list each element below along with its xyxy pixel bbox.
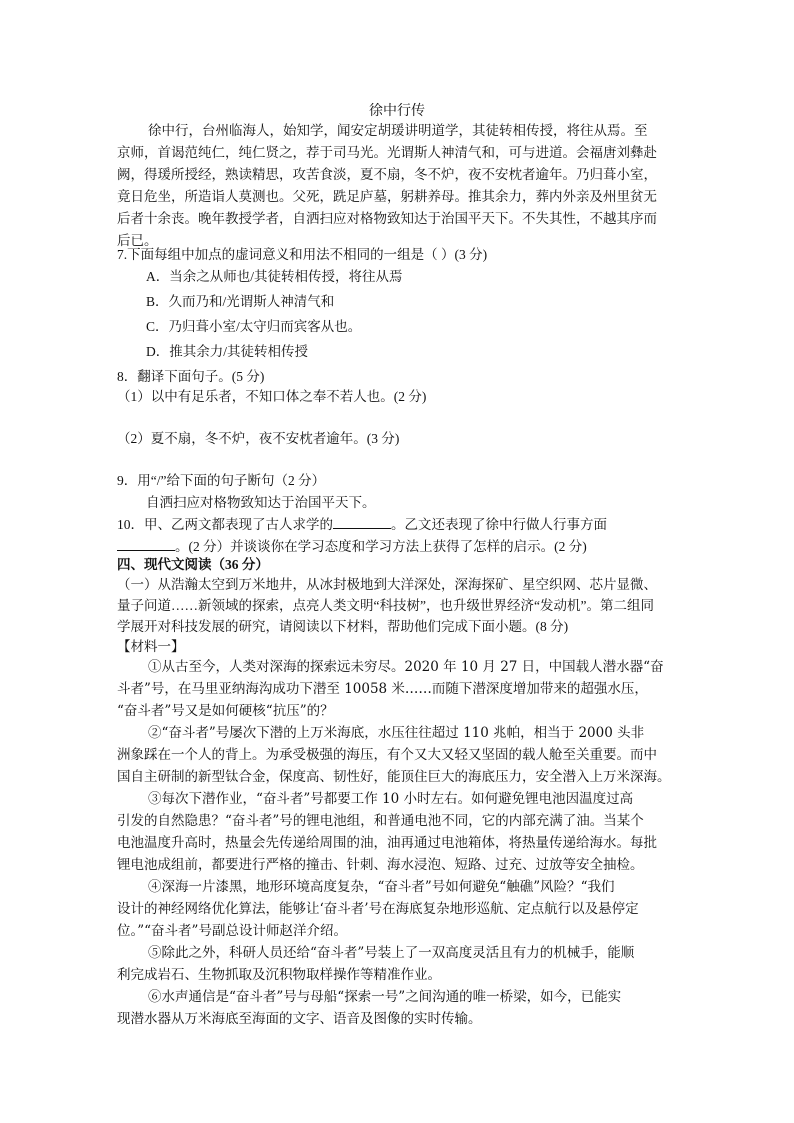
question-7-option-d: D．推其余力/其徒转相传授 <box>146 344 308 359</box>
material-paragraph-line: 引发的自然隐患？“奋斗者”号的锂电池组，和普通电池不同，它的内部充满了油。当某个 <box>117 813 644 829</box>
passage-line: 京师，首谒范纯仁，纯仁贤之，荐于司马光。光谓斯人神清气和，可与进道。会福唐刘彝赴 <box>117 145 657 161</box>
material-paragraph-line: ⑥水声通信是“奋斗者”号与母船“探索一号”之间沟通的唯一桥梁，如今，已能实 <box>148 989 622 1005</box>
passage-line: 徐中行，台州临海人，始知学，闻安定胡瑗讲明道学，其徒转相传授，将往从焉。至 <box>148 123 648 139</box>
question-7-option-a: A．当余之从师也/其徒转相传授，将往从焉 <box>146 269 403 284</box>
material-paragraph-line: 电池温度升高时，热量会先传递给周围的油，油再通过电池箱体，将热量传递给海水。每批 <box>117 835 657 851</box>
material-one-label: 【材料一】 <box>117 639 185 654</box>
section-4-heading: 四、现代文阅读（36 分） <box>117 557 269 572</box>
section-4-intro-line: 学展开对科技发展的研究，请阅读以下材料，帮助他们完成下面小题。(8 分) <box>117 619 569 634</box>
passage-line: 竟日危坐，所造诣人莫测也。父死，跣足庐墓，躬耕养母。推其余力，葬内外亲及州里贫无 <box>117 189 657 205</box>
question-8-item-2: （2）夏不扇，冬不炉，夜不安枕者逾年。(3 分) <box>117 431 400 446</box>
material-paragraph-line: ③每次下潜作业，“奋斗者”号都要工作 10 小时左右。如何避免锂电池因温度过高 <box>148 791 634 807</box>
question-7-option-c: C．乃归葺小室/太守归而宾客从也。 <box>146 319 362 334</box>
question-8-item-1: （1）以中有足乐者，不知口体之奉不若人也。(2 分) <box>117 389 427 404</box>
passage-line: 后已。 <box>117 233 158 249</box>
question-10-line-1 <box>117 514 687 534</box>
question-9-sentence: 自洒扫应对格物致知达于治国平天下。 <box>146 495 376 510</box>
material-paragraph-line: 位。”“奋斗者”号副总设计师赵洋介绍。 <box>117 923 347 939</box>
material-paragraph-line: ②“奋斗者”号屡次下潜的上万米海底，水压往往超过 110 兆帕，相当于 2000 头非 <box>148 725 645 741</box>
material-paragraph-line: ④深海一片漆黑，地形环境高度复杂，“奋斗者”号如何避免“触礁”风险？“我们 <box>148 879 615 895</box>
question-10-text-c: 。(2 分）并谈谈你在学习态度和学习方法上获得了怎样的启示。(2 分) <box>175 539 587 554</box>
material-paragraph-line: 斗者”号，在马里亚纳海沟成功下潜至 10058 米……而随下潜深度增加带来的超强水压， <box>117 681 648 697</box>
passage-title: 徐中行传 <box>369 103 425 119</box>
material-paragraph-line: 利完成岩石、生物抓取及沉积物取样操作等精准作业。 <box>117 967 441 983</box>
question-9-stem: 9．用“/”给下面的句子断句（2 分） <box>117 473 326 488</box>
section-4-intro-line: （一）从浩瀚太空到万米地井，从冰封极地到大洋深处，深海探矿、星空织网、芯片显微、 <box>117 577 657 592</box>
material-paragraph-line: 国自主研制的新型钛合金，保度高、韧性好，能顶住巨大的海底压力，安全潜入上万米深海。 <box>117 769 671 785</box>
answer-blank-2[interactable] <box>117 536 175 551</box>
material-paragraph-line: “奋斗者”号又是如何硬核“抗压”的？ <box>117 703 334 719</box>
question-7-option-b: B．久而乃和/光谓斯人神清气和 <box>146 294 335 309</box>
question-10-line-2 <box>117 536 687 556</box>
material-paragraph-line: 设计的神经网络优化算法，能够让‘奋斗者’号在海底复杂地形巡航、定点航行以及悬停定 <box>117 901 639 917</box>
answer-blank-1[interactable] <box>333 514 391 529</box>
passage-line: 后者十余丧。晚年教授学者，自洒扫应对格物致知达于治国平天下。不失其性，不越其序而 <box>117 211 657 227</box>
passage-line: 阙，得瑗所授经，熟读精思，攻苦食淡，夏不扇，冬不炉，夜不安枕者逾年。乃归葺小室， <box>117 167 657 183</box>
question-7-stem: 7.下面每组中加点的虚词意义和用法不相同的一组是（ ）(3 分) <box>117 247 488 262</box>
material-paragraph-line: 洲象踩在一个人的背上。为承受极强的海压，有个又大又轻又坚固的载人舱至关重要。而中 <box>117 747 657 763</box>
question-8-stem: 8．翻译下面句子。(5 分) <box>117 369 265 384</box>
material-paragraph-line: 锂电池成组前，都要进行严格的撞击、针刺、海水浸泡、短路、过充、过放等安全抽检。 <box>117 857 644 873</box>
material-paragraph-line: ⑤除此之外，科研人员还给“奋斗者”号装上了一双高度灵活且有力的机械手，能顺 <box>148 945 635 961</box>
material-paragraph-line: ①从古至今，人类对深海的探索远未穷尽。2020 年 10 月 27 日，中国载人潜水器“奋 <box>148 659 664 675</box>
question-10-text-a: 10．甲、乙两文都表现了古人求学的 <box>117 517 333 532</box>
question-10-text-b: 。乙文还表现了徐中行做人行事方面 <box>391 517 607 532</box>
section-4-intro-line: 量子问道……新领域的探索，点亮人类文明“科技树”，也升级世界经济“发动机”。第二组同 <box>117 598 654 613</box>
material-paragraph-line: 现潜水器从万米海底至海面的文字、语音及图像的实时传输。 <box>117 1011 482 1027</box>
